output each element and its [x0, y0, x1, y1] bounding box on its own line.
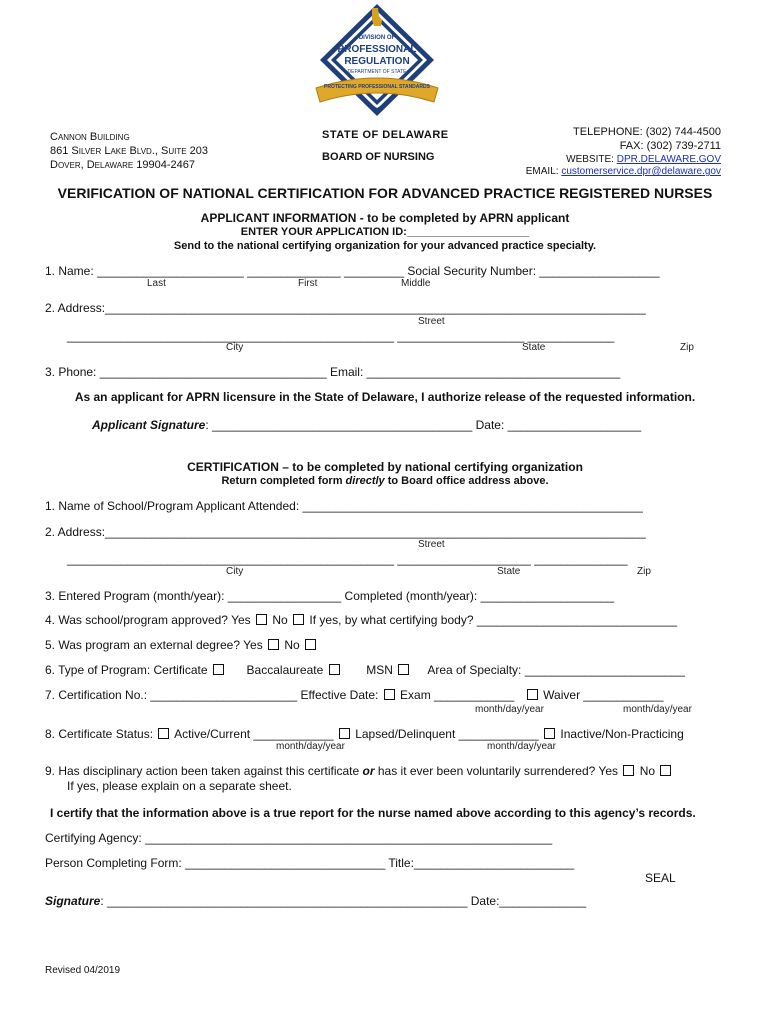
certifying-agency-field[interactable]: Certifying Agency: _____________________________________________________________ [45, 831, 553, 845]
program-approved-row [45, 613, 677, 627]
q7-waiver-field[interactable]: Waiver ____________ [543, 688, 664, 702]
certifier-signature-row[interactable] [45, 894, 586, 908]
logo-line4: DEPARTMENT OF STATE [347, 69, 407, 75]
certify-statement: I certify that the information above is a true report for the nurse named above according to this agency’s records. [50, 806, 696, 820]
lapsed-checkbox[interactable] [339, 728, 350, 739]
logo-banner: PROTECTING PROFESSIONAL STANDARDS [324, 84, 430, 90]
q8-active-field[interactable]: Active/Current ____________ [174, 727, 334, 741]
email-link[interactable]: customerservice.dpr@delaware.gov [561, 166, 721, 177]
website-label: WEBSITE: [566, 154, 617, 165]
q6-question: 6. Type of Program: Certificate [45, 663, 208, 677]
name-last-caption: Last [147, 278, 166, 289]
applicant-name-field[interactable]: 1. Name: ______________________ ______________ _________ Social Security Number: __________________ [45, 264, 660, 278]
q6-msn-label: MSN [366, 663, 393, 677]
disciplinary-yes-checkbox[interactable] [623, 765, 634, 776]
q6-baccalaureate-label: Baccalaureate [246, 663, 324, 677]
disciplinary-row [45, 764, 673, 778]
certificate-status-row [45, 727, 684, 741]
applicant-heading: APPLICANT INFORMATION - to be completed by APRN applicant [200, 211, 570, 225]
header-state: STATE OF DELAWARE [322, 129, 449, 141]
external-no-checkbox[interactable] [305, 639, 316, 650]
school-address-line2[interactable]: _________________________________________________ ____________________ ______________ [67, 552, 628, 566]
q8-lapsed-field[interactable]: Lapsed/Delinquent ____________ [355, 727, 539, 741]
exam-date-caption: month/day/year [475, 704, 544, 715]
header-address-2: 861 Silver Lake Blvd., Suite 203 [50, 145, 208, 157]
applicant-signature-label: Applicant Signature [92, 418, 206, 432]
header-address-3: Dover, Delaware 19904-2467 [50, 159, 195, 171]
applicant-address-field[interactable]: 2. Address:_________________________________________________________________________________ [45, 301, 646, 315]
disciplinary-no-checkbox[interactable] [660, 765, 671, 776]
applicant-phone-email-field[interactable]: 3. Phone: __________________________________ Email: ______________________________________ [45, 365, 621, 379]
certifier-signature-label: Signature [45, 894, 101, 908]
return-pre: Return completed form [221, 475, 346, 487]
dpr-logo [312, 2, 442, 120]
header-board: BOARD OF NURSING [322, 151, 435, 163]
q9-question-b: has it ever been voluntarily surrendered? Yes [374, 764, 619, 778]
certification-heading: CERTIFICATION – to be completed by national certifying organization [187, 460, 583, 474]
application-id-field[interactable]: ENTER YOUR APPLICATION ID:____________________ [240, 226, 530, 238]
baccalaureate-checkbox[interactable] [329, 664, 340, 675]
address-state-caption: State [522, 342, 546, 353]
applicant-signature-line[interactable]: : _______________________________________ Date: ____________________ [205, 418, 642, 432]
program-dates-field[interactable]: 3. Entered Program (month/year): _________________ Completed (month/year): ____________________ [45, 589, 615, 603]
inactive-checkbox[interactable] [544, 728, 555, 739]
address-zip-caption: Zip [680, 342, 694, 353]
school-zip-caption: Zip [637, 566, 651, 577]
address-street-caption: Street [418, 316, 445, 327]
school-address-field[interactable]: 2. Address:_________________________________________________________________________________ [45, 525, 646, 539]
return-directly: directly [345, 475, 385, 487]
header-fax: FAX: (302) 739-2711 [619, 140, 721, 152]
email-label: EMAIL: [525, 166, 562, 177]
certification-number-row [45, 688, 663, 702]
q5-no-label: No [284, 638, 300, 652]
logo-line2: PROFESSIONAL [337, 44, 417, 55]
disciplinary-explain-note: If yes, please explain on a separate sheet. [67, 779, 292, 793]
logo-line3: REGULATION [344, 56, 410, 67]
name-middle-caption: Middle [401, 278, 431, 289]
address-city-caption: City [226, 342, 244, 353]
certifier-signature-line[interactable]: : ______________________________________________________ Date:_____________ [100, 894, 587, 908]
applicant-signature-row[interactable] [92, 418, 641, 432]
active-checkbox[interactable] [158, 728, 169, 739]
q9-or: or [362, 764, 375, 778]
logo-line1: DIVISION OF [358, 35, 396, 41]
approved-no-checkbox[interactable] [293, 614, 304, 625]
school-name-field[interactable]: 1. Name of School/Program Applicant Attended: ___________________________________________________ [45, 499, 643, 513]
exam-checkbox[interactable] [384, 689, 395, 700]
msn-checkbox[interactable] [398, 664, 409, 675]
q4-question: 4. Was school/program approved? Yes [45, 613, 251, 627]
header-address-1: Cannon Building [50, 131, 130, 143]
person-completing-field[interactable]: Person Completing Form: ______________________________ Title:________________________ [45, 856, 575, 870]
school-city-caption: City [226, 566, 244, 577]
name-first-caption: First [298, 278, 318, 289]
q9-question-a: 9. Has disciplinary action been taken against this certificate [45, 764, 363, 778]
certificate-checkbox[interactable] [213, 664, 224, 675]
school-street-caption: Street [418, 539, 445, 550]
waiver-checkbox[interactable] [527, 689, 538, 700]
q7-question[interactable]: 7. Certification No.: ______________________ Effective Date: [45, 688, 379, 702]
external-yes-checkbox[interactable] [268, 639, 279, 650]
q5-question: 5. Was program an external degree? Yes [45, 638, 263, 652]
applicant-send-note: Send to the national certifying organization for your advanced practice specialty. [173, 240, 597, 252]
q8-question: 8. Certificate Status: [45, 727, 154, 741]
header-telephone: TELEPHONE: (302) 744-4500 [573, 126, 721, 138]
q4-no-label: No [272, 613, 288, 627]
return-post: to Board office address above. [384, 475, 549, 487]
q6-specialty-field[interactable]: Area of Specialty: ________________________ [427, 663, 685, 677]
external-degree-row [45, 638, 318, 652]
certification-return-note [0, 475, 770, 487]
applicant-address-line2[interactable]: _________________________________________________ ___________________ _____________ [67, 329, 615, 343]
website-link[interactable]: DPR.DELAWARE.GOV [616, 154, 721, 165]
q4-certifying-body[interactable]: If yes, by what certifying body? ______________________________ [309, 613, 678, 627]
seal-label: SEAL [645, 871, 676, 885]
q7-exam-field[interactable]: Exam ____________ [400, 688, 515, 702]
school-state-caption: State [497, 566, 521, 577]
authorize-statement: As an applicant for APRN licensure in the State of Delaware, I authorize release of the requested information. [74, 390, 696, 404]
program-type-row [45, 663, 685, 677]
waiver-date-caption: month/day/year [623, 704, 692, 715]
form-title: VERIFICATION OF NATIONAL CERTIFICATION FOR ADVANCED PRACTICE REGISTERED NURSES [57, 185, 713, 201]
header-email [526, 166, 721, 177]
q9-no-label: No [639, 764, 656, 778]
q8-inactive-label: Inactive/Non-Practicing [560, 727, 684, 741]
revised-date: Revised 04/2019 [45, 965, 121, 976]
lapsed-date-caption: month/day/year [487, 741, 556, 752]
header-website [566, 154, 721, 165]
approved-yes-checkbox[interactable] [256, 614, 267, 625]
active-date-caption: month/day/year [276, 741, 345, 752]
